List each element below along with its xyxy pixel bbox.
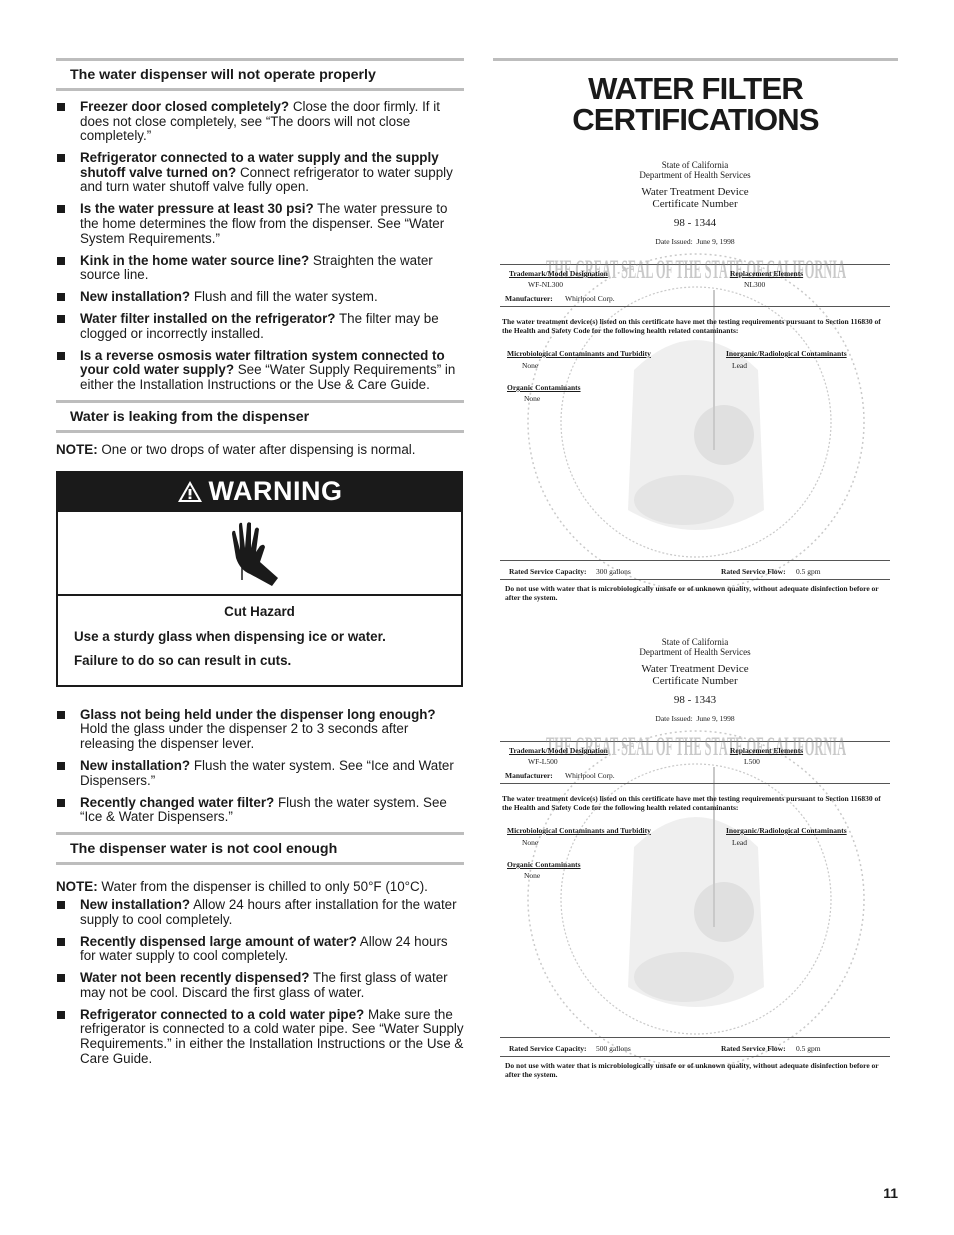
section-heading-not-operate: The water dispenser will not operate properly xyxy=(56,58,464,91)
bullet-square-icon xyxy=(57,938,65,946)
warning-title: Cut Hazard xyxy=(224,603,295,619)
bullet-square-icon xyxy=(57,762,65,770)
seal-text: THE GREAT SEAL OF THE STATE OF CALIFORNIA xyxy=(546,255,847,284)
section-heading-not-cool: The dispenser water is not cool enough xyxy=(56,832,464,865)
cert-date: Date Issued: June 9, 1998 xyxy=(655,237,735,246)
cert-rule xyxy=(500,579,890,580)
cert-number-label: Certificate Number xyxy=(652,675,738,687)
list-item: Is a reverse osmosis water filtration system connected to your cold water supply? See “Water Supply Requirements” in either the Installation Instructions or the Use & Care Guide. xyxy=(56,349,464,393)
bullet-square-icon xyxy=(57,154,65,162)
list-item: New installation? Flush the water system. See “Ice and Water Dispensers.” xyxy=(56,759,464,788)
list-item: Kink in the home water source line? Straighten the water source line. xyxy=(56,254,464,283)
list-item: Recently changed water filter? Flush the water system. See “Ice & Water Dispensers.” xyxy=(56,796,464,825)
cert-micro-label: Microbiological Contaminants and Turbidity xyxy=(507,826,651,835)
cut-hazard-graphic xyxy=(58,510,461,596)
cert-body xyxy=(500,742,890,1079)
page-title-line-1: WATER FILTER xyxy=(588,71,803,106)
bullet-square-icon xyxy=(57,901,65,909)
cert-rule xyxy=(500,783,890,784)
cert-cap-label: Rated Service Capacity: xyxy=(509,1044,587,1053)
cert-dept: Department of Health Services xyxy=(639,647,751,657)
cert-cap-label: Rated Service Capacity: xyxy=(509,567,587,576)
cert-org-label: Organic Contaminants xyxy=(507,860,581,869)
warning-triangle-icon xyxy=(177,480,203,503)
bullet-square-icon xyxy=(57,799,65,807)
cert-mfg-label: Manufacturer: xyxy=(505,771,553,780)
bullet-square-icon xyxy=(57,974,65,982)
not-operate-list xyxy=(56,100,464,392)
bullet-square-icon xyxy=(57,257,65,265)
cert-body xyxy=(500,265,890,602)
certificate-2 xyxy=(500,637,890,1079)
cert-mfg-label: Manufacturer: xyxy=(505,294,553,303)
cert-org: None xyxy=(524,871,541,880)
cert-mfg: Whirlpool Corp. xyxy=(565,771,615,780)
cert-inorg: Lead xyxy=(732,361,747,370)
cert-device: Water Treatment Device xyxy=(641,663,749,675)
cert-repl-label: Replacement Elements xyxy=(730,269,804,278)
page-title xyxy=(493,73,898,135)
warning-label: WARNING xyxy=(208,475,343,506)
cert-model: WF-L500 xyxy=(528,757,558,766)
page-title-line-2: CERTIFICATIONS xyxy=(572,102,819,137)
bullet-square-icon xyxy=(57,711,65,719)
cert-rule xyxy=(500,306,890,307)
cert-statement: The water treatment device(s) listed on this certificate have met the testing requirements pursuant to Section 116830 of the Health and Safety Code for the following health related contaminants: xyxy=(502,317,881,335)
section-heading-leaking: Water is leaking from the dispenser xyxy=(56,400,464,433)
cert-inorg-label: Inorganic/Radiological Contaminants xyxy=(726,349,847,358)
bullet-square-icon xyxy=(57,315,65,323)
leaking-list xyxy=(56,708,464,825)
list-item: Water filter installed on the refrigerator? The filter may be clogged or incorrectly installed. xyxy=(56,312,464,341)
list-item: Freezer door closed completely? Close the door firmly. If it does not close completely, see “The doors will not close completely.” xyxy=(56,100,464,144)
bullet-square-icon xyxy=(57,103,65,111)
certificate-1 xyxy=(500,160,890,602)
list-item: Recently dispensed large amount of water? Allow 24 hours for water supply to cool completely. xyxy=(56,935,464,964)
cert-flow-label: Rated Service Flow: xyxy=(721,567,786,576)
left-column xyxy=(56,58,464,1074)
right-column xyxy=(493,58,898,135)
list-item: Water not been recently dispensed? The first glass of water may not be cool. Discard the first glass of water. xyxy=(56,971,464,1000)
not-cool-list xyxy=(56,898,464,1066)
bullet-square-icon xyxy=(57,293,65,301)
bullet-square-icon xyxy=(57,205,65,213)
page-number: 11 xyxy=(883,1185,898,1201)
cert-number-label: Certificate Number xyxy=(652,198,738,210)
cert-rule xyxy=(500,1056,890,1057)
cert-micro: None xyxy=(522,838,539,847)
list-item: New installation? Allow 24 hours after installation for the water supply to cool completely. xyxy=(56,898,464,927)
cert-inorg: Lead xyxy=(732,838,747,847)
cut-hand-icon xyxy=(222,520,288,586)
list-item: Glass not being held under the dispenser long enough? Hold the glass under the dispenser 2 to 3 seconds after releasing the dispenser lever. xyxy=(56,708,464,752)
cert-flow: 0.5 gpm xyxy=(796,1044,821,1053)
warning-line-2: Failure to do so can result in cuts. xyxy=(74,652,292,668)
leaking-note: NOTE: One or two drops of water after dispensing is normal. xyxy=(56,441,416,457)
cert-repl: L500 xyxy=(744,757,760,766)
list-item: Refrigerator connected to a cold water pipe? Make sure the refrigerator is connected to a cold water pipe. See “Water Supply Requirements.” in either the Installation Instructions or the Use & Care Guide. xyxy=(56,1008,464,1066)
cert-dept: Department of Health Services xyxy=(639,170,751,180)
cert-cap: 300 gallons xyxy=(596,567,631,576)
cert-flow-label: Rated Service Flow: xyxy=(721,1044,786,1053)
cert-rule xyxy=(500,560,890,561)
cert-disclaimer: Do not use with water that is microbiologically unsafe or of unknown quality, without adequate disinfection before or after the system. xyxy=(505,1061,879,1079)
cert-cap: 500 gallons xyxy=(596,1044,631,1053)
bullet-square-icon xyxy=(57,352,65,360)
cert-micro-label: Microbiological Contaminants and Turbidity xyxy=(507,349,651,358)
list-item: Refrigerator connected to a water supply and the supply shutoff valve turned on? Connect refrigerator to water supply and turn water shutoff valve fully open. xyxy=(56,151,464,195)
cert-flow: 0.5 gpm xyxy=(796,567,821,576)
warning-header xyxy=(58,473,461,510)
cert-state: State of California xyxy=(661,637,729,647)
cert-micro: None xyxy=(522,361,539,370)
cert-rule xyxy=(500,1037,890,1038)
cert-number: 98 - 1343 xyxy=(673,694,717,706)
warning-box xyxy=(56,471,463,687)
warning-body xyxy=(58,596,461,685)
cert-number: 98 - 1344 xyxy=(673,217,717,229)
cert-repl: NL300 xyxy=(744,280,766,289)
cert-repl-label: Replacement Elements xyxy=(730,746,804,755)
cert-mfg: Whirlpool Corp. xyxy=(565,294,615,303)
cert-org: None xyxy=(524,394,541,403)
cert-date: Date Issued: June 9, 1998 xyxy=(655,714,735,723)
cert-inorg-label: Inorganic/Radiological Contaminants xyxy=(726,826,847,835)
cert-tm-label: Trademark/Model Designation xyxy=(509,746,608,755)
right-divider xyxy=(493,58,898,61)
seal-text: THE GREAT SEAL OF THE STATE OF CALIFORNIA xyxy=(546,732,847,761)
cert-state: State of California xyxy=(661,160,729,170)
cert-org-label: Organic Contaminants xyxy=(507,383,581,392)
cert-device: Water Treatment Device xyxy=(641,186,749,198)
list-item: New installation? Flush and fill the water system. xyxy=(56,290,464,305)
list-item: Is the water pressure at least 30 psi? The water pressure to the home determines the flow from the dispenser. See “Water System Requirements.” xyxy=(56,202,464,246)
cert-statement: The water treatment device(s) listed on this certificate have met the testing requirements pursuant to Section 116830 of the Health and Safety Code for the following health related contaminants: xyxy=(502,794,881,812)
bullet-square-icon xyxy=(57,1011,65,1019)
cert-disclaimer: Do not use with water that is microbiologically unsafe or of unknown quality, without adequate disinfection before or after the system. xyxy=(505,584,879,602)
warning-line-1: Use a sturdy glass when dispensing ice or water. xyxy=(74,628,386,644)
not-cool-note: NOTE: Water from the dispenser is chilled to only 50°F (10°C). xyxy=(56,879,428,895)
cert-model: WF-NL300 xyxy=(528,280,563,289)
cert-tm-label: Trademark/Model Designation xyxy=(509,269,608,278)
